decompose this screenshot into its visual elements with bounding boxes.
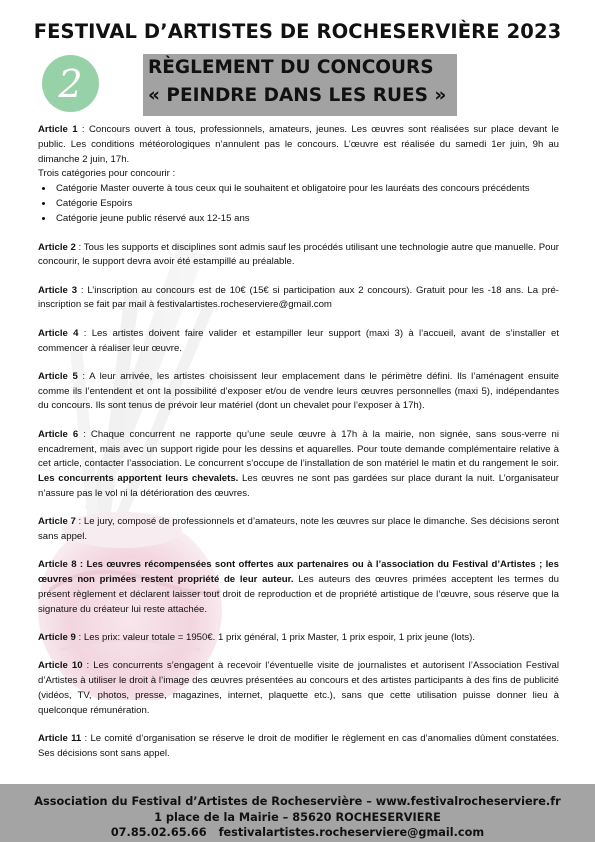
article-emphasis: : Les œuvres récompensées sont offertes aux partenaires ou à l’association du Festival d’Artistes ; les œuvres non primées restent propriété de leur auteur. (38, 559, 559, 586)
article-7 (38, 515, 559, 545)
footer-association: Association du Festival d’Artistes de Rocheservière – www.festivalrocheserviere.fr (34, 795, 561, 808)
article-11 (38, 732, 559, 762)
article-text: : Le jury, composé de professionnels et d’amateurs, note les œuvres sur place le dimanche. Ses décisions seront sans appel. (38, 516, 559, 543)
article-emphasis: Les concurrents apportent leurs chevalets. (38, 473, 239, 485)
rules-heading-line1: RÈGLEMENT DU CONCOURS (148, 57, 434, 78)
rules-heading (143, 54, 457, 116)
list-item: • Catégorie jeune public réservé aux 12-15 ans (54, 212, 559, 227)
footer-phone: 07.85.02.65.66 (110, 826, 207, 839)
article-5 (38, 370, 559, 414)
article-text: : Chaque concurrent ne rapporte qu’une seule œuvre à 17h à la mairie, non signée, sans sous-verre ni encadrement, mais avec un support rigide pour les dessins et aquarelles. Pour toute demande complémentaire relative à cet article, contacter l’association. Le concurrent s’occupe de l’installation de son matériel le matin et du rangement le soir. (38, 428, 559, 470)
article-label: Article 10 (38, 660, 83, 672)
footer-address: 1 place de la Mairie – 85620 ROCHESERVIERE (154, 810, 441, 824)
categories-list (38, 182, 559, 226)
article-text: : A leur arrivée, les artistes choisissent leur emplacement dans le périmètre défini. Ils l’aménagent ensuite comme ils l’entendent et ont la possibilité d’exposer et/ou de vendre leurs œuvres personnelles (maxi 5), indépendantes du concours. Ils sont tenus de prévoir leur matériel (dont un chevalet pour l’exposer à 17h). (38, 370, 559, 412)
article-text: Les œuvres ne sont pas gardées sur place durant la nuit. L’organisateur n’assure pas le vol ni la détérioration des œuvres. (38, 473, 559, 499)
article-text: : Concours ouvert à tous, professionnels, amateurs, jeunes. Les œuvres sont réalisées sur place devant le public. Les conditions météorologiques n’annulent pas le concours. L’œuvre est réalisée du samedi 1er juin, 9h au dimanche 2 juin, 17h. (38, 124, 559, 165)
article-text: : Les artistes doivent faire valider et estampiller leur support (maxi 3) à l’accueil, avant de s’installer et commencer à réaliser leur œuvre. (38, 327, 559, 354)
article-label: Article 5 (38, 370, 78, 382)
article-10 (38, 659, 559, 718)
rules-heading-line2: « PEINDRE DANS LES RUES » (148, 85, 447, 106)
article-4 (38, 327, 559, 357)
article-label: Article 6 (38, 428, 79, 440)
article-label: Article 4 (38, 327, 79, 339)
categories-intro: Trois catégories pour concourir : (38, 168, 176, 180)
article-6 (38, 428, 559, 502)
rules-body (38, 123, 559, 775)
article-label: Article 9 (38, 632, 76, 644)
article-text: Les auteurs des œuvres primées acceptent les termes du présent règlement et déclarent laisser tout droit de reproduction et de propriété artistique de l’œuvre, sous réserve que la signature du créateur lui reste attachée. (38, 574, 560, 615)
article-text: : Les concurrents s’engagent à recevoir l’éventuelle visite de journalistes et autorisent l’Association Festival d’Artistes à utiliser le droit à l’image des œuvres présentées au concours et des artistes participants à des fins de publicité (vidéos, TV, photos, presse, magazines, internet, plaquette etc.), sans que cette utilisation puisse donner lieu à quelconque rémunération. (38, 660, 559, 716)
article-text: : Tous les supports et disciplines sont admis sauf les procédés utilisant une technologie autre que manuelle. Pour concourir, le support devra avoir été estampillé au préalable. (38, 241, 559, 268)
article-label: Article 7 (38, 516, 76, 528)
step-number-badge: 2 (42, 55, 99, 112)
article-label: Article 3 (38, 284, 78, 296)
article-text: : Les prix: valeur totale = 1950€. 1 prix général, 1 prix Master, 1 prix espoir, 1 prix jeune (lots). (75, 632, 476, 644)
article-9 (38, 631, 559, 646)
article-2 (38, 241, 559, 271)
article-label: Article 2 (38, 241, 76, 253)
article-3 (38, 284, 559, 314)
list-item: • Catégorie Espoirs (54, 197, 559, 212)
article-8 (38, 558, 559, 617)
article-1 (38, 123, 559, 182)
footer-contact (0, 825, 595, 841)
article-label: Article 8 (38, 559, 77, 571)
list-item: • Catégorie Master ouverte à tous ceux qui le souhaitent et obligatoire pour les lauréats des concours précédents (54, 182, 559, 197)
page-title: FESTIVAL D’ARTISTES DE ROCHESERVIÈRE 2023 (33, 20, 562, 43)
article-text: : Le comité d’organisation se réserve le droit de modifier le règlement en cas d’anomalies dûment constatées. Ses décisions sont sans appel. (38, 733, 559, 759)
footer-band (0, 784, 595, 842)
footer-email[interactable]: festivalartistes.rocheserviere@gmail.com (218, 826, 485, 839)
article-text: : L’inscription au concours est de 10€ (15€ si participation aux 2 concours). Gratuit pour les -18 ans. La pré-inscription se fait par mail à festivalartistes.rocheserviere@gmail.com (38, 284, 559, 311)
article-label: Article 1 (38, 124, 78, 135)
article-label: Article 11 (38, 733, 82, 744)
